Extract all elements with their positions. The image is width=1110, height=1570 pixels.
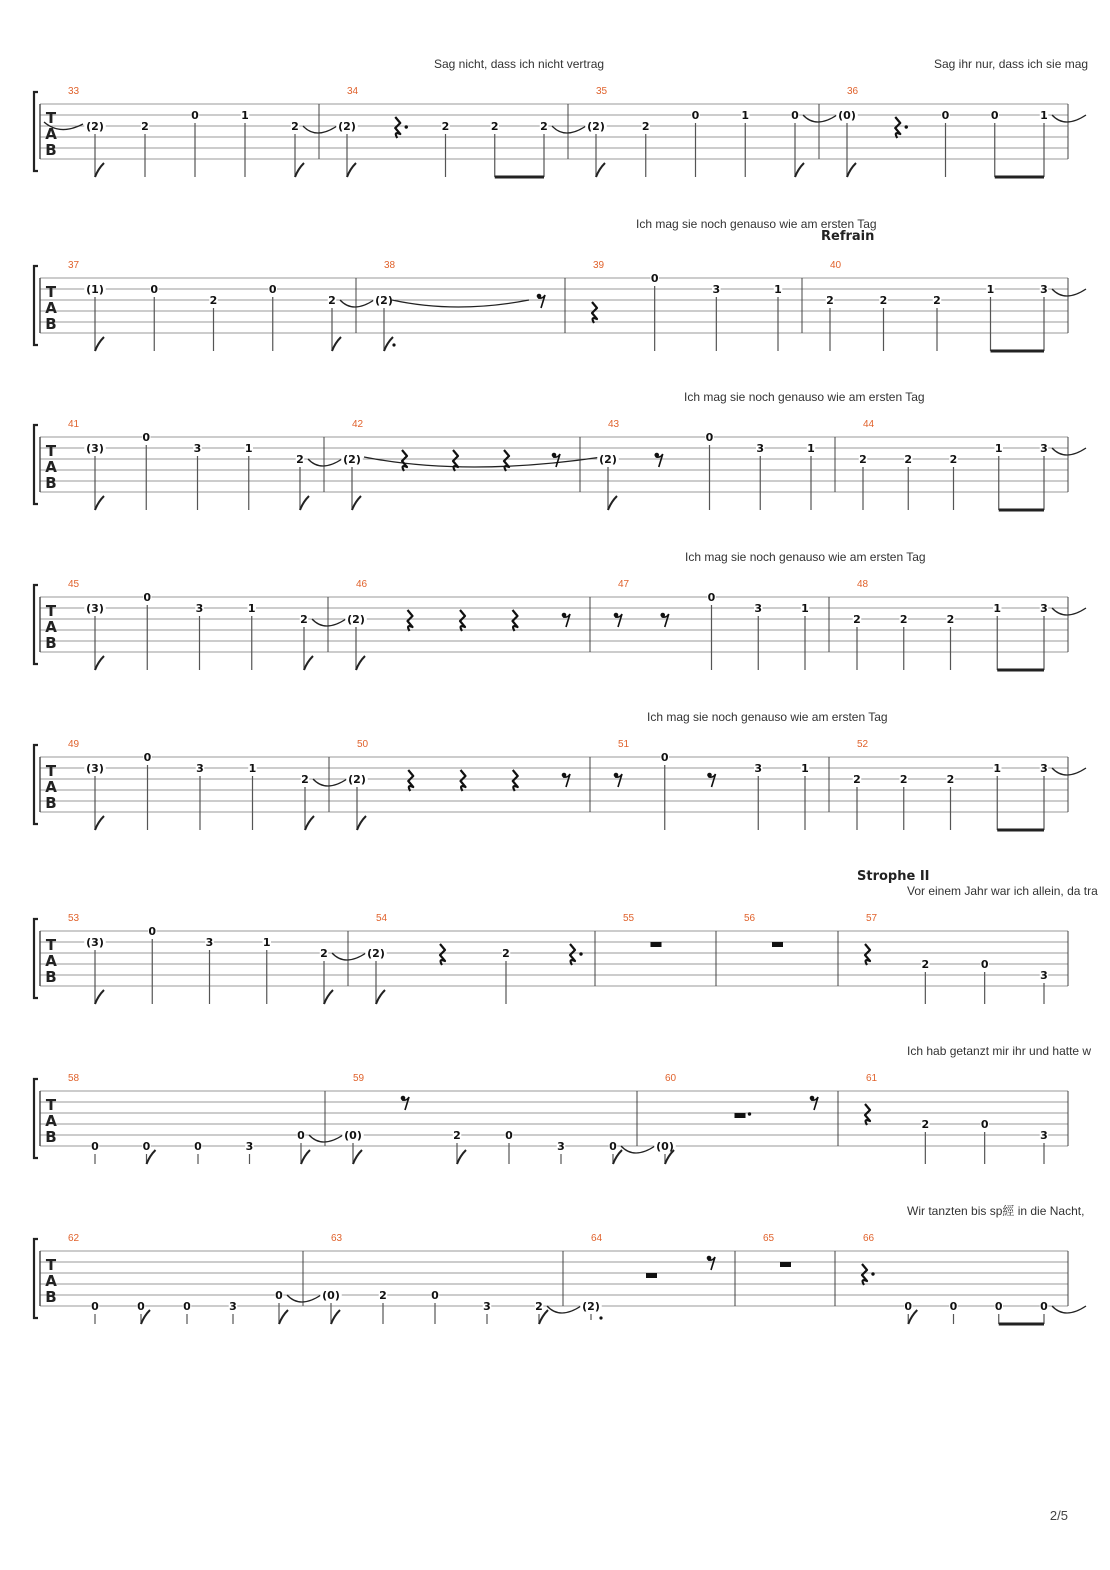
eighth-flag [356,656,365,670]
tab-clef-letter: A [45,1112,57,1130]
measure-number: 33 [68,86,80,97]
fret-number: 2 [441,120,450,133]
measure-number: 60 [665,1073,677,1084]
fret-number: 0 [691,109,700,122]
tie-arc [303,126,337,133]
fret-number: (2) [86,120,104,133]
fret-number: 3 [1040,762,1048,775]
fret-number: 0 [297,1129,305,1142]
measure-number: 38 [384,260,396,271]
tab-clef-letter: T [45,602,57,620]
fret-number: 0 [431,1289,439,1302]
measure-number: 45 [68,579,80,590]
measure-number: 39 [593,260,605,271]
fret-number: 0 [949,1300,958,1313]
measure-number: 63 [331,1233,343,1244]
fret-number: 3 [193,442,202,455]
fret-number: 3 [1040,1129,1048,1142]
eighth-flag [353,1150,362,1164]
system-bracket [34,585,38,664]
quarter-rest [862,1264,867,1285]
eighth-flag [795,163,804,177]
fret-number: 0 [1040,1300,1048,1313]
lyric-line: Wir tanzten bis sp經 in die Nacht, [907,1204,1085,1218]
tie-arc [1052,608,1086,615]
tie-arc [1052,768,1086,775]
fret-number: 2 [296,453,304,466]
eighth-flag [300,496,309,510]
fret-number: 0 [660,751,669,764]
rest-dot [579,952,582,955]
tie-arc [547,1306,581,1313]
eighth-flag [331,1310,340,1324]
fret-number: 1 [801,762,809,775]
quarter-rest [865,1104,870,1125]
fret-number: 2 [946,613,955,626]
fret-number: 2 [328,294,336,307]
quarter-rest [513,770,518,791]
quarter-rest [570,944,575,965]
tab-clef-letter: B [45,474,57,492]
quarter-rest [395,117,400,138]
eighth-flag [847,163,856,177]
fret-number: 2 [535,1300,543,1313]
fret-number: 3 [1040,602,1048,615]
fret-number: 2 [899,613,908,626]
measure-number: 62 [68,1233,80,1244]
measure-number: 53 [68,913,80,924]
fret-number: 2 [826,294,834,307]
measure-number: 65 [763,1233,775,1244]
half-rest [780,1262,791,1267]
fret-number: 0 [980,958,989,971]
fret-number: (2) [375,294,393,307]
fret-number: 0 [142,431,151,444]
fret-number: 0 [707,591,716,604]
fret-number: (2) [587,120,605,133]
tab-clef-letter: T [45,442,57,460]
measure-number: 42 [352,419,364,430]
fret-number: 2 [320,947,328,960]
fret-number: 2 [453,1129,461,1142]
fret-number: 2 [859,453,867,466]
quarter-rest [895,117,900,138]
measure-number: 40 [830,260,842,271]
measure-number: 44 [863,419,875,430]
fret-number: (2) [338,120,356,133]
lyric-line: Ich mag sie noch genauso wie am ersten Tag [636,217,877,231]
measure-number: 49 [68,739,80,750]
fret-number: 0 [994,1300,1003,1313]
measure-number: 54 [376,913,388,924]
fret-number: 0 [650,272,659,285]
fret-number: 2 [904,453,913,466]
eighth-flag [347,163,356,177]
fret-number: (2) [582,1300,600,1313]
fret-number: 0 [183,1300,191,1313]
lyric-line: Ich hab getanzt mir ihr und hatte w [907,1044,1092,1058]
tie-arc [1052,289,1086,296]
fret-number: 3 [557,1140,565,1153]
quarter-rest [402,450,407,471]
quarter-rest [504,450,509,471]
tab-clef-letter: A [45,952,57,970]
eighth-flag [332,337,341,351]
lyric-line: Ich mag sie noch genauso wie am ersten Tag [685,550,926,564]
rest-dot [405,125,408,128]
fret-number: (3) [86,442,104,455]
fret-number: (3) [86,936,104,949]
fret-number: 0 [705,431,714,444]
system-bracket [34,1239,38,1318]
tab-clef-letter: B [45,794,57,812]
fret-number: (3) [86,762,104,775]
tab-clef-letter: T [45,1256,57,1274]
tab-clef-letter: A [45,778,57,796]
rest-dot [905,125,908,128]
fret-number: 1 [1040,109,1048,122]
tab-clef-letter: T [45,283,57,301]
half-rest [651,942,662,947]
fret-number: 1 [774,283,782,296]
tab-clef-letter: A [45,458,57,476]
duration-dot [599,1316,602,1319]
fret-number: 2 [300,613,308,626]
fret-number: 1 [993,602,1002,615]
rest-dot [748,1112,751,1115]
quarter-rest [592,302,597,323]
fret-number: 3 [205,936,214,949]
tie-arc [552,126,586,133]
measure-number: 36 [847,86,859,97]
tab-clef-letter: B [45,141,57,159]
fret-number: (2) [367,947,385,960]
system-bracket [34,745,38,824]
fret-number: 0 [904,1300,913,1313]
fret-number: 1 [741,109,750,122]
measure-number: 58 [68,1073,80,1084]
fret-number: 0 [941,109,950,122]
tab-clef-letter: T [45,1096,57,1114]
fret-number: 3 [196,762,204,775]
fret-number: 2 [641,120,650,133]
tie-arc [1052,1306,1086,1313]
eighth-flag [596,163,605,177]
fret-number: 2 [853,613,861,626]
eighth-flag [301,1150,310,1164]
fret-number: 2 [933,294,941,307]
eighth-flag [95,990,104,1004]
fret-number: 2 [540,120,548,133]
eighth-flag [357,816,366,830]
fret-number: 0 [148,925,157,938]
tie-arc [1052,115,1086,122]
lyric-line: Sag ihr nur, dass ich sie mag [934,57,1089,71]
duration-dot [392,343,395,346]
measure-number: 50 [357,739,369,750]
tie-arc [313,779,347,786]
fret-number: 0 [137,1300,145,1313]
eighth-flag [95,656,104,670]
fret-number: 0 [990,109,999,122]
fret-number: 2 [921,1118,930,1131]
quarter-rest [408,610,413,631]
fret-number: 1 [993,762,1002,775]
quarter-rest [453,450,458,471]
lyric-line: Ich mag sie noch genauso wie am ersten Tag [647,710,888,724]
eighth-flag [295,163,304,177]
fret-number: 0 [980,1118,989,1131]
eighth-flag [95,163,104,177]
fret-number: 0 [142,1140,151,1153]
eighth-flag [376,990,385,1004]
fret-number: 3 [754,602,763,615]
system-bracket [34,266,38,345]
eighth-flag [95,337,104,351]
tab-clef-letter: B [45,634,57,652]
tie-arc [309,1135,343,1142]
fret-number: 2 [301,773,309,786]
fret-number: (0) [322,1289,340,1302]
tab-clef-letter: A [45,125,57,143]
fret-number: 3 [756,442,765,455]
section-marker: Strophe II [857,869,930,884]
fret-number: 2 [490,120,499,133]
tab-clef-letter: A [45,299,57,317]
fret-number: 3 [1040,442,1048,455]
tab-clef-letter: T [45,109,57,127]
fret-number: 0 [505,1129,513,1142]
lyric-line: Sag nicht, dass ich nicht vertrag [434,57,605,71]
fret-number: (2) [343,453,361,466]
fret-number: 2 [502,947,510,960]
lyric-line: Vor einem Jahr war ich allein, da tra [907,884,1098,898]
tie-arc [308,459,342,466]
fret-number: 2 [879,294,888,307]
tie-arc [392,300,529,307]
quarter-rest [865,944,870,965]
measure-number: 66 [863,1233,875,1244]
measure-number: 56 [744,913,756,924]
measure-number: 51 [618,739,630,750]
measure-number: 34 [347,86,359,97]
measure-number: 55 [623,913,635,924]
measure-number: 61 [866,1073,878,1084]
fret-number: 0 [91,1140,99,1153]
eighth-flag [305,816,314,830]
measure-number: 35 [596,86,608,97]
fret-number: 1 [801,602,809,615]
half-rest [646,1273,657,1278]
measure-number: 52 [857,739,869,750]
fret-number: 1 [262,936,271,949]
fret-number: 0 [791,109,799,122]
eighth-flag [304,656,313,670]
fret-number: 0 [268,283,277,296]
fret-number: 0 [143,751,152,764]
fret-number: 0 [143,591,152,604]
eighth-flag [608,496,617,510]
fret-number: 1 [807,442,815,455]
fret-number: 2 [899,773,908,786]
quarter-rest [460,610,465,631]
fret-number: (3) [86,602,104,615]
tab-clef-letter: A [45,1272,57,1290]
fret-number: 2 [853,773,861,786]
fret-number: 1 [247,602,256,615]
half-rest [735,1113,746,1118]
rest-dot [871,1272,874,1275]
fret-number: 0 [275,1289,283,1302]
measure-number: 46 [356,579,368,590]
measure-number: 41 [68,419,80,430]
fret-number: 2 [209,294,218,307]
tab-clef-letter: A [45,618,57,636]
fret-number: 1 [994,442,1003,455]
measure-number: 59 [353,1073,365,1084]
page-number: 2/5 [1049,1508,1068,1523]
eighth-flag [279,1310,288,1324]
measure-number: 57 [866,913,878,924]
fret-number: (2) [347,613,365,626]
fret-number: 3 [1040,969,1048,982]
quarter-rest [513,610,518,631]
measure-number: 48 [857,579,869,590]
tab-clef-letter: T [45,936,57,954]
eighth-flag [352,496,361,510]
tie-arc [621,1146,655,1153]
fret-number: 3 [1040,283,1048,296]
tab-clef-letter: B [45,1128,57,1146]
tab-clef-letter: B [45,315,57,333]
fret-number: 0 [91,1300,99,1313]
fret-number: 0 [150,283,159,296]
section-marker: Refrain [821,229,875,244]
eighth-flag [457,1150,466,1164]
fret-number: 1 [986,283,995,296]
tab-clef-letter: T [45,762,57,780]
eighth-flag [384,337,393,351]
eighth-flag [95,816,104,830]
fret-number: (0) [656,1140,674,1153]
fret-number: 2 [291,120,299,133]
fret-number: (0) [344,1129,362,1142]
fret-number: 1 [241,109,249,122]
quarter-rest [440,944,445,965]
tab-clef-letter: B [45,968,57,986]
system-bracket [34,919,38,998]
tie-arc [332,953,366,960]
fret-number: 3 [483,1300,491,1313]
tie-arc [803,115,837,122]
system-bracket [34,425,38,504]
quarter-rest [461,770,466,791]
system-bracket [34,92,38,171]
lyric-line: Ich mag sie noch genauso wie am ersten Tag [684,390,925,404]
measure-number: 64 [591,1233,603,1244]
fret-number: 3 [229,1300,237,1313]
fret-number: 1 [248,762,257,775]
fret-number: 2 [379,1289,387,1302]
fret-number: 0 [609,1140,617,1153]
fret-number: 3 [754,762,763,775]
fret-number: 2 [141,120,149,133]
tab-clef-letter: B [45,1288,57,1306]
tie-arc [1052,448,1086,455]
fret-number: (1) [86,283,104,296]
measure-number: 37 [68,260,80,271]
fret-number: 2 [949,453,958,466]
fret-number: (0) [838,109,856,122]
quarter-rest [408,770,413,791]
fret-number: 0 [191,109,199,122]
fret-number: 0 [194,1140,202,1153]
fret-number: 2 [921,958,930,971]
tie-arc [287,1295,321,1302]
measure-number: 47 [618,579,630,590]
fret-number: (2) [599,453,617,466]
tie-arc [340,300,374,307]
fret-number: 2 [946,773,955,786]
measure-number: 43 [608,419,620,430]
tie-arc [312,619,346,626]
fret-number: 3 [195,602,204,615]
fret-number: (2) [348,773,366,786]
half-rest [772,942,783,947]
fret-number: 3 [712,283,721,296]
eighth-flag [324,990,333,1004]
fret-number: 1 [244,442,253,455]
eighth-flag [95,496,104,510]
fret-number: 3 [245,1140,254,1153]
system-bracket [34,1079,38,1158]
